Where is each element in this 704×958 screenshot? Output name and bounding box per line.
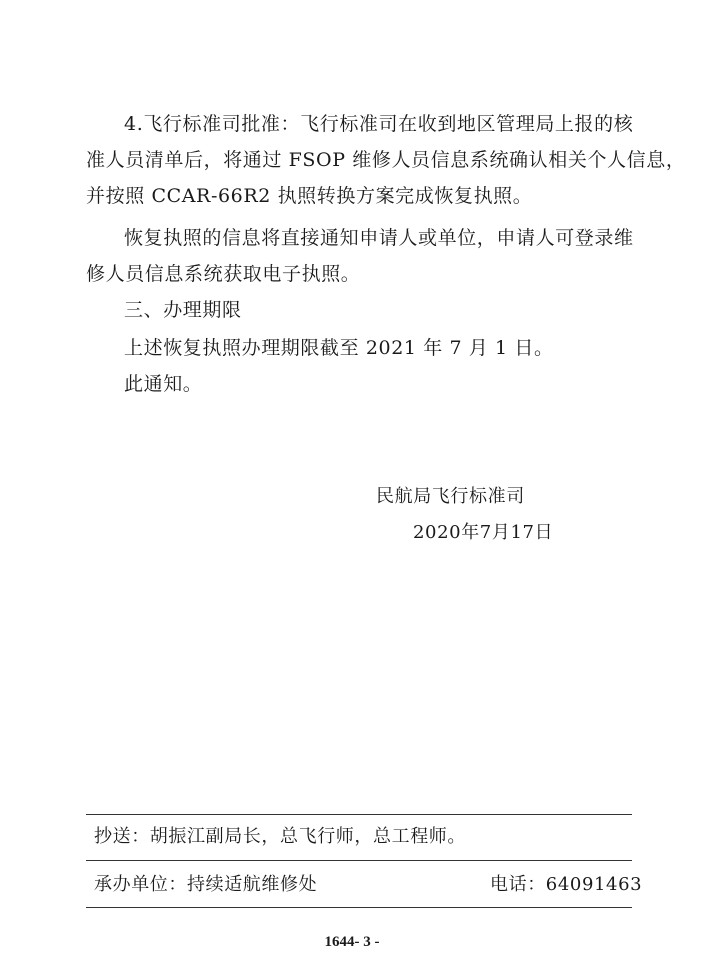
cc-line: 抄送：胡振江副局长，总飞行师，总工程师。 (94, 826, 466, 847)
footer-rule-bottom (86, 907, 632, 908)
notice-line1: 恢复执照的信息将直接通知申请人或单位，申请人可登录维 (124, 227, 634, 249)
issue-date: 2020年7月17日 (413, 522, 554, 543)
deadline-text: 上述恢复执照办理期限截至 2021 年 7 月 1 日。 (124, 337, 554, 359)
para4-line2: 准人员清单后，将通过 FSOP 维修人员信息系统确认相关个人信息， (86, 149, 686, 171)
issuer-name: 民航局飞行标准司 (376, 486, 525, 507)
footer-rule-middle (86, 860, 632, 861)
page-number: 1644- 3 - (324, 934, 380, 950)
footer-rule-top (86, 814, 632, 815)
closing-text: 此通知。 (124, 373, 203, 395)
phone-number: 电话：64091463 (490, 874, 643, 895)
para4-line3: 并按照 CCAR-66R2 执照转换方案完成恢复执照。 (86, 185, 533, 207)
para4-line1: 4.飞行标准司批准：飞行标准司在收到地区管理局上报的核 (124, 113, 634, 135)
notice-line2: 修人员信息系统获取电子执照。 (86, 263, 361, 285)
section3-heading: 三、办理期限 (124, 299, 242, 321)
handling-unit: 承办单位：持续适航维修处 (94, 874, 318, 895)
